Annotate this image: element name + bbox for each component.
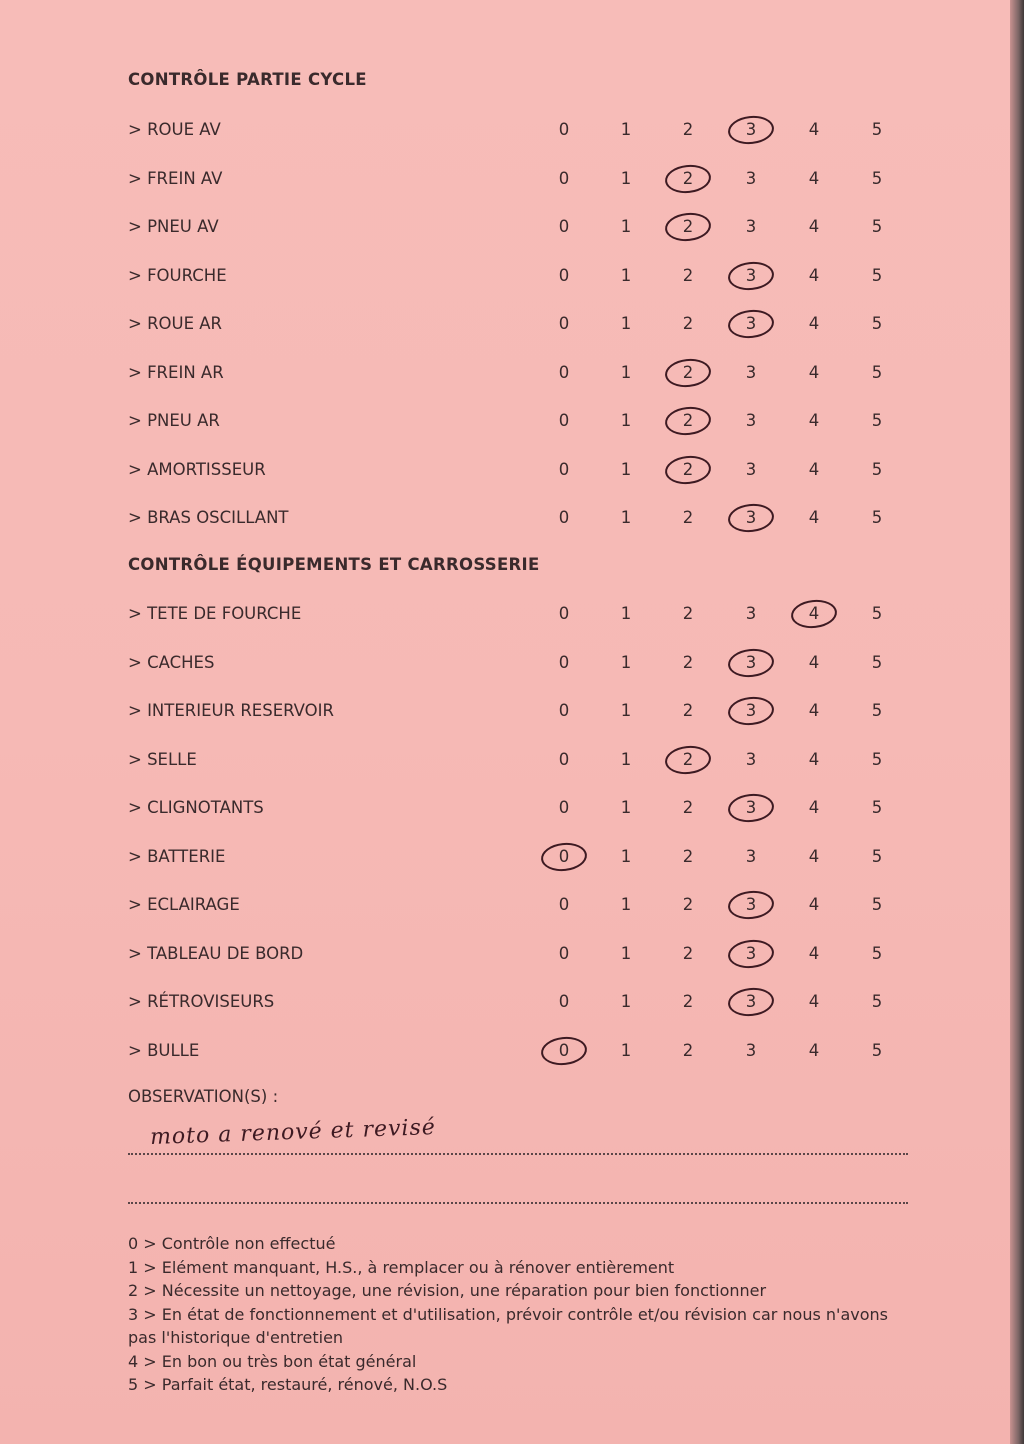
- selected-score-circle: [540, 840, 589, 873]
- item-label: > SELLE: [128, 749, 197, 769]
- score-option-5[interactable]: 5: [871, 314, 883, 333]
- score-option-4[interactable]: 4: [808, 508, 820, 527]
- score-option-4[interactable]: 4: [808, 749, 820, 769]
- score-option-0[interactable]: 0: [558, 411, 570, 430]
- checklist-row: [0, 794, 1010, 824]
- score-option-5[interactable]: 5: [871, 604, 883, 623]
- score-option-1[interactable]: 1: [620, 265, 632, 285]
- score-option-3[interactable]: 3: [745, 120, 757, 139]
- item-label: > ECLAIRAGE: [128, 895, 240, 914]
- selected-score-circle: [727, 646, 776, 679]
- item-label: > BRAS OSCILLANT: [128, 508, 289, 527]
- item-label: > FREIN AR: [128, 362, 224, 382]
- section-title-cycle: CONTRÔLE PARTIE CYCLE: [128, 70, 367, 89]
- score-option-4[interactable]: 4: [808, 411, 820, 430]
- score-option-0[interactable]: 0: [558, 314, 570, 333]
- score-option-5[interactable]: 5: [871, 701, 883, 720]
- score-option-1[interactable]: 1: [620, 895, 632, 914]
- item-label: > TETE DE FOURCHE: [128, 604, 302, 623]
- score-option-4[interactable]: 4: [808, 992, 820, 1011]
- score-option-4[interactable]: 4: [808, 895, 820, 914]
- item-label: > INTERIEUR RESERVOIR: [128, 701, 334, 720]
- score-option-5[interactable]: 5: [871, 1040, 883, 1060]
- selected-score-circle: [664, 162, 713, 195]
- score-option-1[interactable]: 1: [620, 459, 632, 479]
- score-option-3[interactable]: 3: [745, 798, 757, 817]
- score-option-2[interactable]: 2: [682, 846, 694, 866]
- checklist-row: [0, 116, 1010, 146]
- selected-score-circle: [727, 792, 776, 825]
- item-label: > AMORTISSEUR: [128, 459, 266, 479]
- score-option-1[interactable]: 1: [620, 1040, 632, 1060]
- checklist-row: [0, 940, 1010, 970]
- score-option-1[interactable]: 1: [620, 846, 632, 866]
- checklist-row: [0, 988, 1010, 1018]
- score-option-0[interactable]: 0: [558, 749, 570, 769]
- score-option-1[interactable]: 1: [620, 508, 632, 527]
- checklist-row: [0, 165, 1010, 195]
- score-option-1[interactable]: 1: [620, 701, 632, 720]
- score-option-2[interactable]: 2: [682, 362, 694, 382]
- score-option-3[interactable]: 3: [745, 508, 757, 527]
- score-option-5[interactable]: 5: [871, 459, 883, 479]
- legend-item-5: 5 > Parfait état, restauré, rénové, N.O.S: [128, 1375, 448, 1394]
- score-option-2[interactable]: 2: [682, 895, 694, 914]
- background-edge: [1010, 0, 1024, 1444]
- score-option-0[interactable]: 0: [558, 846, 570, 866]
- checklist-row: [0, 1037, 1010, 1067]
- checklist-row: [0, 746, 1010, 776]
- score-option-2[interactable]: 2: [682, 992, 694, 1011]
- observations-title: OBSERVATION(S) :: [128, 1087, 279, 1106]
- selected-score-circle: [727, 937, 776, 970]
- selected-score-circle: [664, 743, 713, 776]
- score-option-4[interactable]: 4: [808, 652, 820, 672]
- selected-score-circle: [790, 598, 839, 631]
- score-option-0[interactable]: 0: [558, 1040, 570, 1060]
- score-option-0[interactable]: 0: [558, 701, 570, 720]
- score-option-1[interactable]: 1: [620, 411, 632, 430]
- score-option-5[interactable]: 5: [871, 798, 883, 817]
- selected-score-circle: [727, 986, 776, 1019]
- checklist-row: [0, 600, 1010, 630]
- selected-score-circle: [727, 259, 776, 292]
- score-option-2[interactable]: 2: [682, 508, 694, 527]
- score-option-3[interactable]: 3: [745, 411, 757, 430]
- item-label: > BULLE: [128, 1040, 200, 1060]
- checklist-row: [0, 213, 1010, 243]
- score-option-0[interactable]: 0: [558, 798, 570, 817]
- score-option-2[interactable]: 2: [682, 314, 694, 333]
- legend-item-0: 0 > Contrôle non effectué: [128, 1234, 336, 1253]
- score-option-0[interactable]: 0: [558, 895, 570, 914]
- score-option-1[interactable]: 1: [620, 652, 632, 672]
- item-label: > CACHES: [128, 652, 215, 672]
- score-option-1[interactable]: 1: [620, 217, 632, 236]
- score-option-5[interactable]: 5: [871, 168, 883, 188]
- score-option-3[interactable]: 3: [745, 459, 757, 479]
- score-option-0[interactable]: 0: [558, 943, 570, 963]
- score-option-0[interactable]: 0: [558, 992, 570, 1011]
- legend-item-1: 1 > Elément manquant, H.S., à remplacer ou à rénover entièrement: [128, 1257, 675, 1277]
- score-option-4[interactable]: 4: [808, 314, 820, 333]
- score-option-1[interactable]: 1: [620, 992, 632, 1011]
- item-label: > TABLEAU DE BORD: [128, 943, 304, 963]
- score-option-2[interactable]: 2: [682, 652, 694, 672]
- score-option-2[interactable]: 2: [682, 265, 694, 285]
- selected-score-circle: [727, 889, 776, 922]
- score-option-3[interactable]: 3: [745, 846, 757, 866]
- selected-score-circle: [727, 502, 776, 535]
- score-option-3[interactable]: 3: [745, 895, 757, 914]
- score-option-0[interactable]: 0: [558, 217, 570, 236]
- score-option-4[interactable]: 4: [808, 604, 820, 623]
- score-option-1[interactable]: 1: [620, 314, 632, 333]
- score-option-4[interactable]: 4: [808, 265, 820, 285]
- selected-score-circle: [727, 695, 776, 728]
- score-option-5[interactable]: 5: [871, 265, 883, 285]
- selected-score-circle: [727, 308, 776, 341]
- score-option-2[interactable]: 2: [682, 701, 694, 720]
- score-option-4[interactable]: 4: [808, 1040, 820, 1060]
- score-option-2[interactable]: 2: [682, 604, 694, 623]
- observations-handwritten-text: moto a renové et revisé: [149, 1115, 437, 1150]
- item-label: > ROUE AR: [128, 314, 223, 333]
- checklist-row: [0, 262, 1010, 292]
- score-option-5[interactable]: 5: [871, 508, 883, 527]
- item-label: > PNEU AV: [128, 217, 219, 236]
- selected-score-circle: [540, 1034, 589, 1067]
- item-label: > ROUE AV: [128, 120, 221, 139]
- score-option-2[interactable]: 2: [682, 168, 694, 188]
- item-label: > PNEU AR: [128, 411, 220, 430]
- score-option-0[interactable]: 0: [558, 362, 570, 382]
- selected-score-circle: [664, 453, 713, 486]
- score-option-2[interactable]: 2: [682, 120, 694, 139]
- score-option-4[interactable]: 4: [808, 846, 820, 866]
- item-label: > CLIGNOTANTS: [128, 798, 264, 817]
- score-option-1[interactable]: 1: [620, 362, 632, 382]
- selected-score-circle: [727, 114, 776, 147]
- item-label: > FREIN AV: [128, 168, 223, 188]
- score-option-2[interactable]: 2: [682, 411, 694, 430]
- section-title-equipment: CONTRÔLE ÉQUIPEMENTS ET CARROSSERIE: [128, 555, 540, 574]
- score-option-4[interactable]: 4: [808, 701, 820, 720]
- score-option-2[interactable]: 2: [682, 943, 694, 963]
- legend-item-2: 2 > Nécessite un nettoyage, une révision, une réparation pour bien fonctionner: [128, 1281, 767, 1300]
- observations-line-2: [128, 1202, 908, 1204]
- score-option-4[interactable]: 4: [808, 362, 820, 382]
- score-option-3[interactable]: 3: [745, 265, 757, 285]
- score-option-5[interactable]: 5: [871, 943, 883, 963]
- score-option-1[interactable]: 1: [620, 168, 632, 188]
- score-option-5[interactable]: 5: [871, 749, 883, 769]
- selected-score-circle: [664, 211, 713, 244]
- checklist-row: [0, 407, 1010, 437]
- score-option-5[interactable]: 5: [871, 411, 883, 430]
- item-label: > RÉTROVISEURS: [128, 992, 275, 1011]
- item-label: > BATTERIE: [128, 846, 226, 866]
- score-option-1[interactable]: 1: [620, 120, 632, 139]
- selected-score-circle: [664, 405, 713, 438]
- score-option-0[interactable]: 0: [558, 120, 570, 139]
- score-option-2[interactable]: 2: [682, 798, 694, 817]
- score-option-1[interactable]: 1: [620, 604, 632, 623]
- checklist-row: [0, 843, 1010, 873]
- score-option-5[interactable]: 5: [871, 652, 883, 672]
- score-option-1[interactable]: 1: [620, 798, 632, 817]
- score-option-3[interactable]: 3: [745, 749, 757, 769]
- score-option-0[interactable]: 0: [558, 459, 570, 479]
- legend-item-3: 3 > En état de fonctionnement et d'utilisation, prévoir contrôle et/ou révision car nous n'avons pas l'historique d'entretien: [128, 1304, 888, 1347]
- score-option-0[interactable]: 0: [558, 652, 570, 672]
- score-option-4[interactable]: 4: [808, 217, 820, 236]
- checklist-row: [0, 504, 1010, 534]
- score-option-3[interactable]: 3: [745, 362, 757, 382]
- score-option-2[interactable]: 2: [682, 217, 694, 236]
- checklist-row: [0, 456, 1010, 486]
- score-option-0[interactable]: 0: [558, 508, 570, 527]
- score-option-0[interactable]: 0: [558, 168, 570, 188]
- score-option-4[interactable]: 4: [808, 168, 820, 188]
- score-option-5[interactable]: 5: [871, 992, 883, 1011]
- score-option-3[interactable]: 3: [745, 992, 757, 1011]
- score-option-0[interactable]: 0: [558, 265, 570, 285]
- score-option-5[interactable]: 5: [871, 217, 883, 236]
- score-option-1[interactable]: 1: [620, 943, 632, 963]
- score-option-4[interactable]: 4: [808, 798, 820, 817]
- checklist-row: [0, 891, 1010, 921]
- selected-score-circle: [664, 356, 713, 389]
- score-option-3[interactable]: 3: [745, 1040, 757, 1060]
- legend-item-4: 4 > En bon ou très bon état général: [128, 1351, 417, 1371]
- score-option-5[interactable]: 5: [871, 120, 883, 139]
- score-option-5[interactable]: 5: [871, 895, 883, 914]
- score-option-4[interactable]: 4: [808, 120, 820, 139]
- score-option-3[interactable]: 3: [745, 604, 757, 623]
- score-option-3[interactable]: 3: [745, 943, 757, 963]
- score-option-5[interactable]: 5: [871, 846, 883, 866]
- score-option-4[interactable]: 4: [808, 943, 820, 963]
- checklist-row: [0, 697, 1010, 727]
- observations-line-1: [128, 1153, 908, 1155]
- checklist-row: [0, 359, 1010, 389]
- legend: [128, 1232, 908, 1397]
- item-label: > FOURCHE: [128, 265, 227, 285]
- score-option-2[interactable]: 2: [682, 749, 694, 769]
- score-option-3[interactable]: 3: [745, 652, 757, 672]
- score-option-3[interactable]: 3: [745, 217, 757, 236]
- score-option-3[interactable]: 3: [745, 314, 757, 333]
- score-option-3[interactable]: 3: [745, 701, 757, 720]
- score-option-5[interactable]: 5: [871, 362, 883, 382]
- score-option-3[interactable]: 3: [745, 168, 757, 188]
- score-option-2[interactable]: 2: [682, 459, 694, 479]
- score-option-2[interactable]: 2: [682, 1040, 694, 1060]
- checklist-row: [0, 649, 1010, 679]
- score-option-1[interactable]: 1: [620, 749, 632, 769]
- score-option-0[interactable]: 0: [558, 604, 570, 623]
- checklist-row: [0, 310, 1010, 340]
- score-option-4[interactable]: 4: [808, 459, 820, 479]
